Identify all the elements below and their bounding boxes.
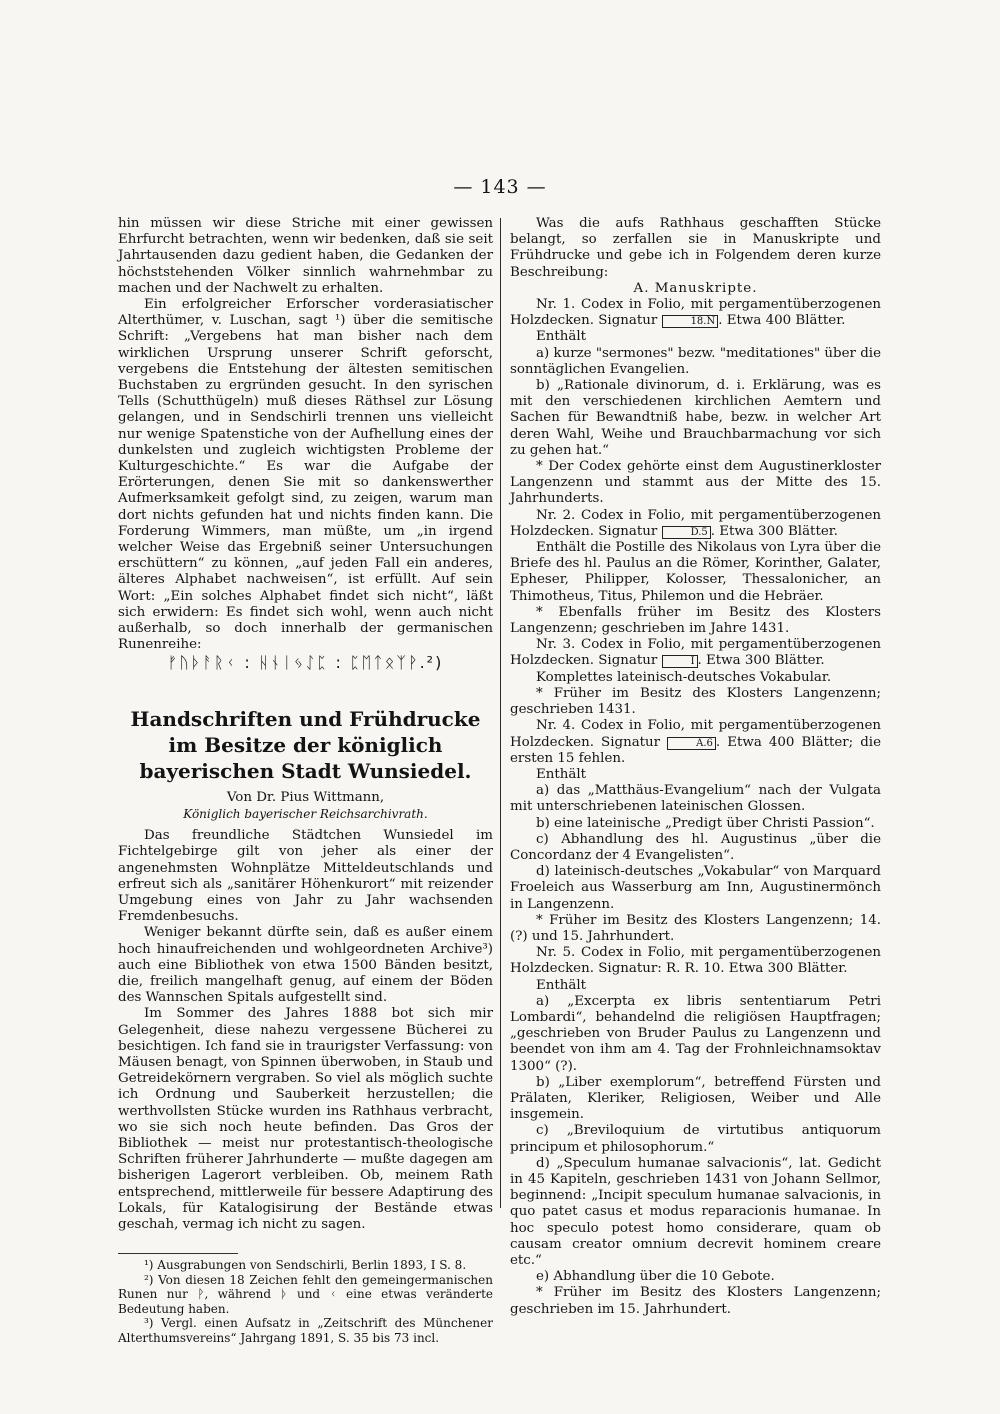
paragraph: Das freundliche Städtchen Wunsiedel im Fichtelgebirge gilt von jeher als einer der angenehmsten Wohnplätze Mitteldeutschlands und erfreut sich als „sanitärer Höhenkurort“ mit reizender Umgebung eines von Jahr zu Jahr wachsenden Fremdenbesuchs.	[118, 828, 493, 925]
list-item: d) lateinisch-deutsches „Vokabular“ von Marquard Froeleich aus Wasserburg am Inn, Augustinermönch in Langenzenn.	[510, 864, 881, 912]
list-item: a) „Excerpta ex libris sententiarum Petri Lombardi“, behandelnd die religiösen Hauptfragen; „geschrieben von Bruder Paulus zu Langenzenn und beendet von ihm am 4. Tag der Frohnleichnamsoktav 1300“ (?).	[510, 993, 881, 1074]
entry-text: . Etwa 400 Blätter; die ersten 15 fehlen.	[510, 734, 881, 766]
footnote: ³) Vergl. einen Aufsatz in „Zeitschrift des Münchener Alterthumsvereins“ Jahrgang 1891, S. 35 bis 73 incl.	[118, 1316, 493, 1345]
list-item: b) eine lateinische „Predigt über Christi Passion“.	[536, 815, 875, 831]
entry-text: . Etwa 300 Blätter.	[710, 523, 838, 539]
paragraph: Ein erfolgreicher Erforscher vorderasiatischer Alterthümer, v. Luschan, sagt ¹) über die semitische Schrift: „Vergebens hat man bisher nach dem wirklichen Ursprung unserer Schrift geforscht, vergebens die Entstehung der ältesten semitischen Buchstaben zu ergründen gesucht. In den syrischen Tells (Schutthügeln) muß dieses Räthsel zur Lösung gelangen, und in Sendschirli trennen uns vielleicht nur wenige Spatenstiche von der Aufhellung eines der dunkelsten und zugleich wichtigsten Probleme der Kulturgeschichte.“ Es war die Aufgabe der Erörterungen, denen Sie mit so dankenswerther Aufmerksamkeit gefolgt sind, zu zeigen, warum man dort nichts gefunden hat und nichts finden kann. Die Forderung Wimmers, man müßte, um „in irgend welcher Weise das Ergebniß seiner Untersuchungen erschüttern“ zu können, „auf jeden Fall ein anderes, älteres Alphabet nachweisen“, ist erfüllt. Auf sein Wort: „Ein solches Alphabet findet sich nicht“, läßt sich erwidern: Es findet sich wohl, wenn auch nicht außerhalb, so doch innerhalb der germanischen Runenreihe:	[118, 297, 493, 653]
page-number: — 143 —	[453, 176, 547, 198]
paragraph: Enthält die Postille des Nikolaus von Lyra über die Briefe des hl. Paulus an die Römer, Korinther, Galater, Epheser, Philipper, Kolosser, Thessalonicher, an Thimotheus, Titus, Philemon und die Hebräer.	[510, 540, 881, 604]
list-item: a) kurze "sermones" bezw. "meditationes" über die sonntäglichen Evangelien.	[510, 345, 881, 377]
rune-row: ᚠᚢᚦᚨᚱᚲ : ᚺᚾᛁᛃᛇᛈ : ᛈᛖᛏᛟᛉᚹ.²)	[167, 653, 444, 673]
author-name: Von Dr. Pius Wittmann,	[226, 789, 385, 805]
paragraph: Im Sommer des Jahres 1888 bot sich mir Gelegenheit, diese nahezu vergessene Bücherei zu besichtigen. Ich fand sie in traurigster Verfassung: von Mäusen benagt, von Spinnen überwoben, in Staub und Getreidekörnern vergraben. So viel als möglich suchte ich Ordnung und Sauberkeit herzustellen; die werthvollsten Stücke wurden ins Rathhaus verbracht, wo sie sich noch heute befinden. Das Gros der Bibliothek — meist nur protestantisch-theologische Schriften früherer Jahrhunderte — mußte dagegen am bisherigen Lagerort verbleiben. Ob, meinem Rath entsprechend, mittlerweile für bessere Adaptirung des Lokals, für Katalogisirung der Bestände etwas geschah, vermag ich nicht zu sagen.	[118, 1006, 493, 1232]
footnotes	[118, 1253, 493, 1345]
signature-box: I	[662, 655, 698, 668]
signature-box: A.6	[667, 737, 716, 750]
list-item: a) das „Matthäus-Evangelium“ nach der Vulgata mit unterschriebenen lateinischen Glossen.	[510, 783, 881, 815]
paragraph: Komplettes lateinisch-deutsches Vokabular.	[536, 669, 832, 685]
list-item: d) „Speculum humanae salvacionis“, lat. Gedicht in 45 Kapiteln, geschrieben 1431 von Johann Sellmor, beginnend: „Incipit speculum humanae salvacionis, in quo patet casus et modus reparacionis humanae. In hoc speculo potest homo considerare, quam ob causam creator omnium decrevit hominem creare etc.“	[510, 1155, 881, 1268]
contains-label: Enthält	[536, 329, 587, 345]
entry-nr3	[510, 637, 881, 669]
signature-box: 18.N	[662, 315, 719, 328]
note: * Ebenfalls früher im Besitz des Klosters Langenzenn; geschrieben im Jahre 1431.	[510, 604, 881, 637]
note: * Früher im Besitz des Klosters Langenzenn; geschrieben im 15. Jahrhundert.	[510, 1285, 881, 1317]
footnote-rule	[118, 1253, 238, 1254]
left-column	[118, 216, 493, 1345]
paragraph: hin müssen wir diese Striche mit einer gewissen Ehrfurcht betrachten, wenn wir bedenken, daß sie seit Jahrtausenden dazu gedient haben, die Gedanken der höchststehenden Völker sinnlich wahrnehmbar zu machen und der Nachwelt zu erhalten.	[118, 216, 493, 296]
note: * Früher im Besitz des Klosters Langenzenn; geschrieben 1431.	[510, 685, 881, 718]
list-item: c) Abhandlung des hl. Augustinus „über die Concordanz der 4 Evangelisten“.	[510, 831, 881, 863]
entry-text: Nr. 2. Codex in Folio, mit pergamentüberzogenen Holzdecken. Signatur	[510, 507, 881, 539]
list-item: e) Abhandlung über die 10 Gebote.	[536, 1269, 775, 1285]
entry-text: . Etwa 300 Blätter.	[697, 653, 825, 669]
footnote: ²) Von diesen 18 Zeichen fehlt den gemeingermanischen Runen nur ᚹ, während ᚦ und ᚲ eine etwas veränderte Bedeutung haben.	[118, 1272, 493, 1316]
entry-nr1	[510, 297, 881, 329]
contains-label: Enthält	[536, 977, 587, 993]
contains-label: Enthält	[536, 766, 587, 782]
entry-text: Nr. 3. Codex in Folio, mit pergamentüberzogenen Holzdecken. Signatur	[510, 637, 881, 669]
entry-nr2	[510, 508, 881, 540]
entry-text: Nr. 4. Codex in Folio, mit pergamentüberzogenen Holzdecken. Signatur	[510, 718, 881, 750]
entry-text: Nr. 1. Codex in Folio, mit pergamentüberzogenen Holzdecken. Signatur	[510, 297, 881, 329]
author-title: Königlich bayerischer Reichsarchivrath.	[183, 806, 428, 821]
paragraph: Was die aufs Rathhaus geschafften Stücke belangt, so zerfallen sie in Manuskripte und Frühdrucke und gebe ich in Folgendem deren kurze Beschreibung:	[510, 216, 881, 280]
entry-nr5: Nr. 5. Codex in Folio, mit pergamentüberzogenen Holzdecken. Signatur: R. R. 10. Etwa 300 Blätter.	[510, 945, 881, 977]
paragraph: Weniger bekannt dürfte sein, daß es außer einem hoch hinaufreichenden und wohlgeordneten Archive³) auch eine Bibliothek von etwa 1500 Bänden besitzt, die, freilich mangelhaft genug, auf einem der Böden des Wannschen Spitals aufgestellt sind.	[118, 925, 493, 1006]
entry-text: . Etwa 400 Blätter.	[718, 313, 846, 329]
right-column	[510, 216, 881, 1318]
list-item: b) „Liber exemplorum“, betreffend Fürsten und Prälaten, Kleriker, Religiosen, Weiber und Alle insgemein.	[510, 1074, 881, 1123]
article-title: Handschriften und Frühdrucke im Besitze der königlich bayerischen Stadt Wunsiedel.	[130, 706, 481, 783]
list-item: b) „Rationale divinorum, d. i. Erklärung, was es mit den verschiedenen kirchlichen Aemtern und Sachen für Bewandtniß habe, bezw. in welcher Art deren Wahl, Weihe und Brauchbarmachung vor sich zu gehen hat.“	[510, 378, 881, 458]
entry-nr4	[510, 718, 881, 767]
list-item: c) „Breviloquium de virtutibus antiquorum principum et philosophorum.“	[510, 1123, 881, 1155]
column-divider	[500, 218, 501, 1208]
note: * Früher im Besitz des Klosters Langenzenn; 14. (?) und 15. Jahrhundert.	[510, 912, 881, 944]
note: * Der Codex gehörte einst dem Augustinerkloster Langenzenn und stammt aus der Mitte des 15. Jahrhunderts.	[510, 459, 881, 507]
signature-box: D.5	[662, 526, 711, 539]
footnote: ¹) Ausgrabungen von Sendschirli, Berlin 1893, I S. 8.	[144, 1258, 467, 1273]
section-heading: A. Manuskripte.	[633, 280, 758, 296]
